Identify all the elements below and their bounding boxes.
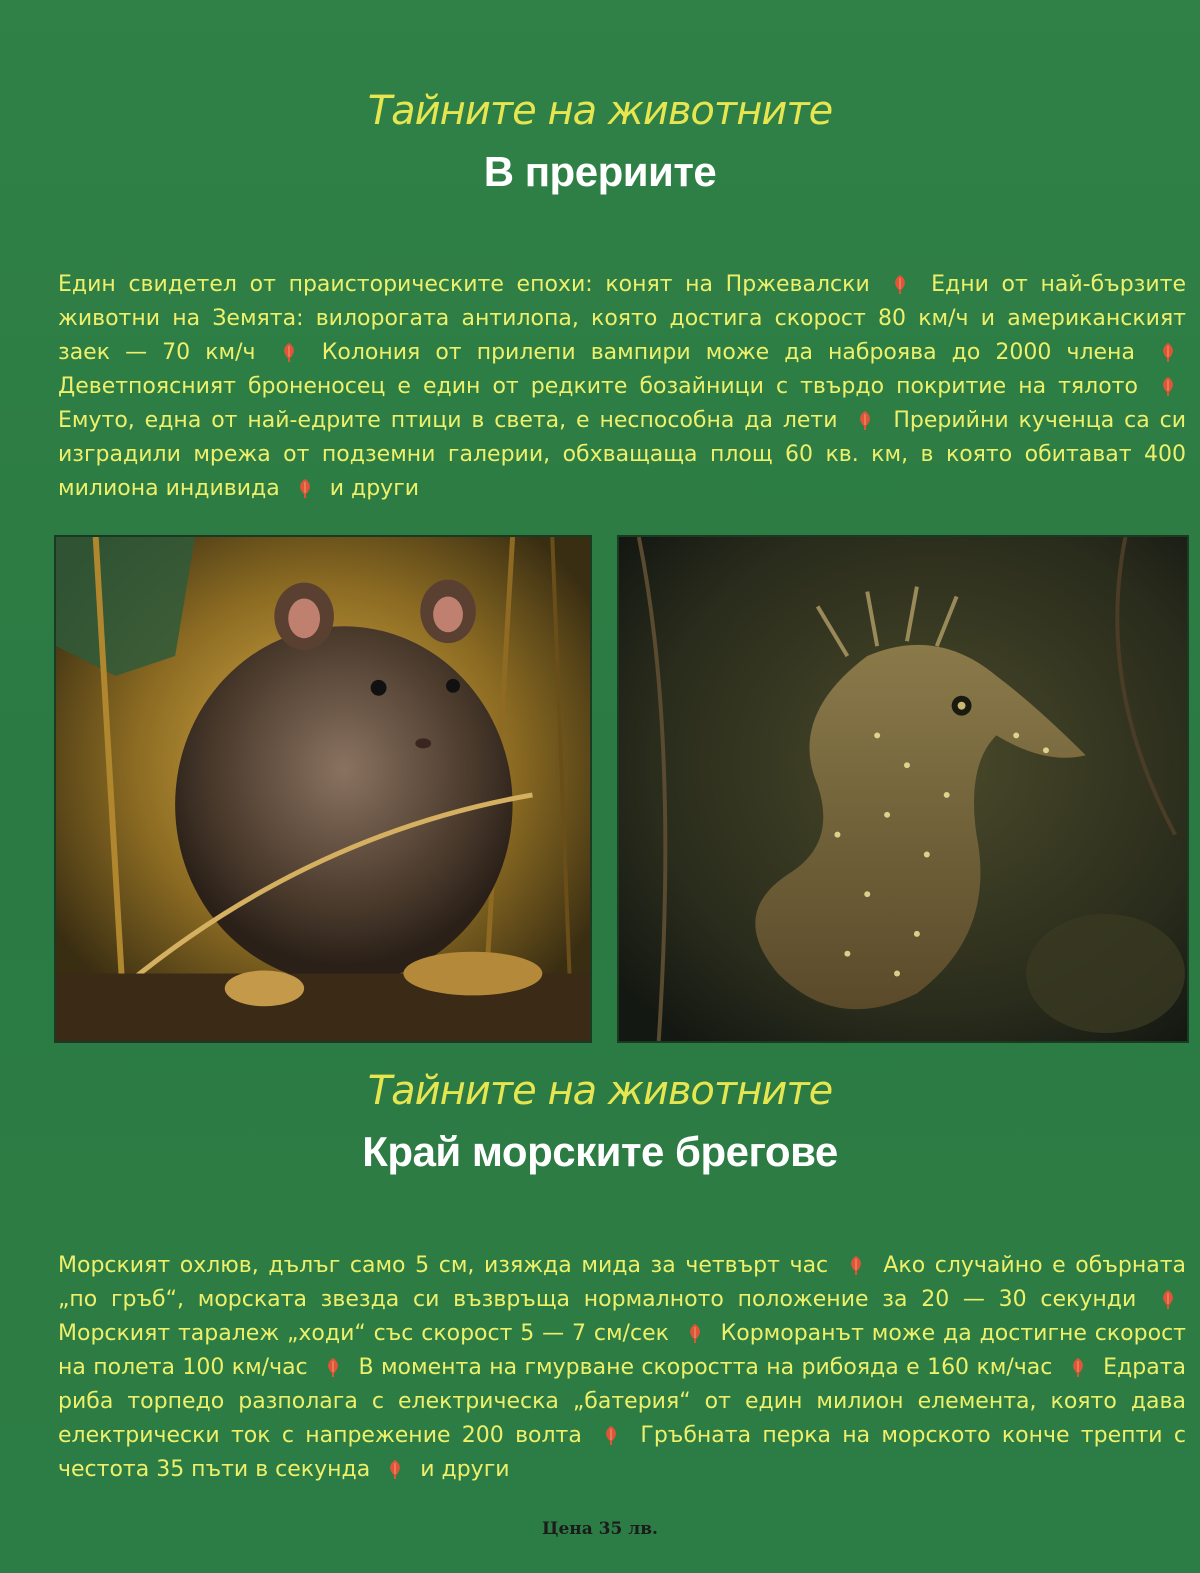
leaf-bullet-icon — [1070, 1357, 1086, 1377]
fact-text: и други — [420, 1457, 510, 1482]
leaf-bullet-icon — [325, 1357, 341, 1377]
leaf-bullet-icon — [892, 274, 908, 294]
hamster-image — [54, 535, 592, 1043]
fact-text: Колония от прилепи вампири може да наброява до 2000 члена — [321, 340, 1135, 365]
price-label: Цена 35 лв. — [542, 1519, 658, 1539]
leaf-bullet-icon — [1160, 342, 1176, 362]
facts-paragraph-bottom — [58, 1249, 1186, 1487]
series-title-top: Тайните на животните — [367, 88, 833, 134]
fact-text: Прерийни кученца са си изградили мрежа от подземни галерии, обхващаща площ 60 кв. км, в която обитават 400 милиона индивида — [58, 408, 1186, 501]
leaf-bullet-icon — [1160, 1289, 1176, 1309]
leaf-bullet-icon — [387, 1459, 403, 1479]
fact-text: Ако случайно е обърната „по гръб“, морската звезда си възвръща нормалното положение за 20 — 30 секунди — [58, 1253, 1186, 1312]
book-title-top: В прериите — [483, 148, 717, 195]
fact-text: Един свидетел от праисторическите епохи: конят на Пржевалски — [58, 272, 870, 297]
fact-text: Емуто, една от най-едрите птици в света, е неспособна да лети — [58, 408, 838, 433]
leaf-bullet-icon — [848, 1255, 864, 1275]
seahorse-image — [617, 535, 1189, 1043]
fact-text: Корморанът може да достигне скорост на полета 100 км/час — [58, 1321, 1186, 1380]
book-title-bottom: Край морските брегове — [362, 1128, 838, 1175]
fact-text: Едни от най-бързите животни на Земята: вилорогата антилопа, която достига скорост 80 км/ч и американският заек — 70 км/ч — [58, 272, 1187, 365]
fact-text: Морският таралеж „ходи“ със скорост 5 — 7 см/сек — [58, 1321, 669, 1346]
leaf-bullet-icon — [297, 478, 313, 498]
facts-paragraph-top — [58, 268, 1186, 506]
leaf-bullet-icon — [603, 1425, 619, 1445]
fact-text: и други — [329, 476, 420, 501]
fact-text: В момента на гмурване скоростта на рибояда е 160 км/час — [358, 1355, 1053, 1380]
leaf-bullet-icon — [687, 1323, 703, 1343]
leaf-bullet-icon — [857, 410, 873, 430]
leaf-bullet-icon — [1160, 376, 1176, 396]
series-title-bottom: Тайните на животните — [367, 1068, 833, 1114]
fact-text: Морският охлюв, дълъг само 5 см, изяжда мида за четвърт час — [58, 1253, 829, 1278]
fact-text: Деветпоясният броненосец е един от редките бозайници с твърдо покритие на тялото — [58, 374, 1138, 399]
leaf-bullet-icon — [281, 342, 297, 362]
fact-text: Гръбната перка на морското конче трепти с честота 35 пъти в секунда — [58, 1423, 1186, 1482]
fact-text: Едрата риба торпедо разполага с електрическа „батерия“ от един милион елемента, която дава електрически ток с напрежение 200 волта — [58, 1355, 1186, 1448]
